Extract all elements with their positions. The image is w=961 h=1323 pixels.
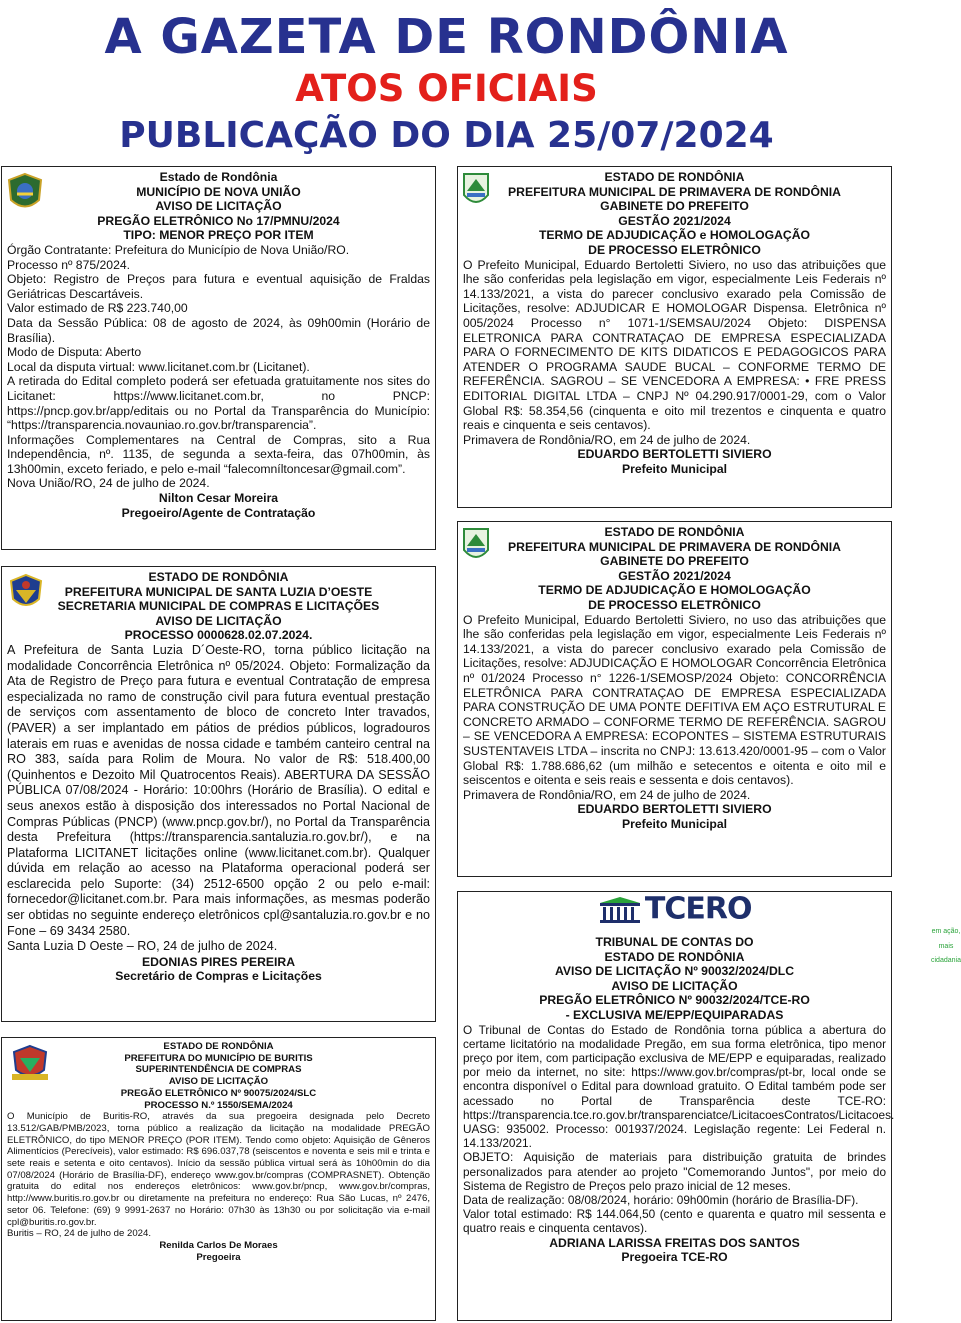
header-line: DE PROCESSO ELETRÔNICO [588,242,761,257]
notice-santa-luzia [1,566,436,1022]
paragraph: Modo de Disputa: Aberto [7,345,142,360]
primavera-crest-icon [461,526,491,566]
header-line: TRIBUNAL DE CONTAS DO [595,935,754,949]
signatory-name: ADRIANA LARISSA FREITAS DOS SANTOS [549,1235,800,1250]
header-line: ESTADO DE RONDÔNIA [163,1041,274,1052]
signatory-name: EDONIAS PIRES PEREIRA [141,954,296,969]
header-line: GABINETE DO PREFEITO [600,554,749,569]
santa-luzia-crest-icon [7,572,45,612]
notice-body [463,258,886,448]
paragraph: Órgão Contratante: Prefeitura do Município de Nova União/RO. [7,242,350,257]
header-line: PROCESSO 0000628.02.07.2024. [124,628,313,643]
header-line: AVISO DE LICITAÇÃO [168,1076,269,1088]
primavera-crest-icon [461,171,491,211]
paragraph: A Prefeitura de Santa Luzia D´Oeste-RO, torna público licitação na modalidade Concorrência Eletrônica nº 05/2024. Objeto: Formalização da Ata de Registro de Preço para futura e eventual Contratação de empresa especializada no ramo de construção civil para futura eventual prestação de serviços com assentamento de bloco de concreto Inter travados, (PAVER) a ser implantado em pátios de prédios públicos, logradouros laterais em ruas e avenidas de nossa cidade e também canteiro central na RO 383, saída para Rolim de Moura. No valor de R$: 518.400,00 (Quinhentos e Dezoito Mil Quatrocentos Reais). ABERTURA DA SESSÃO PÚBLICA 07/08/2024 - Horário: 10:00hrs (Horário de Brasília). O edital e seus anexos estão à disposição dos interessados no Portal Nacional de Compras Públicas (PNCP) (www.pncp.gov.br/), no Portal da Transparência desta Prefeitura (https://transparencia.santaluzia.ro.gov.br/), e na Plataforma LICITANET licitações online (www.licitanet.com.br). Qualquer dúvida em relação ao acesso na Plataforma operacional poderá ser esclarecida pelo Suporte: (34) 2512-6500 opção 2 ou pelo e-mail: fornecedor@licitanet.com.br. Para mais informações, as mesmas poderão ser obtidas no seguinte endereço eletrônicos cpl@santaluzia.ro.gov.br e no Fone – 69 3434 2580. [7,642,430,938]
notice-tce-ro [457,891,961,1321]
header-line: - EXCLUSIVA ME/EPP/EQUIPARADAS [565,1007,784,1022]
paragraph: O Município de Buritis-RO, através da sua pregoeira designada pelo Decreto 13.512/GAB/PMB/2023, torna público a realização da licitação na modalidade PREGÃO ELETRÔNICO, do tipo MENOR PREÇO (POR ITEM). Tendo como objeto: Aquisição de Gêneros Alimentícios (Perecíveis), valor estimado: R$ 696.037,78 (seiscentos e noventa e seis mil e trinta e sete reais e setenta e oito centavos). Início da sessão pública virtual será às 10h00min do dia 07/08/2024 (Horário de Brasília-DF), endereço www.gov.br/compras (COMPRASNET). Obtenção gratuita do edital nos endereços eletrônicos: www.gov.br/pncp, www.gov.br/compras, http://www.buritis.ro.gov.br ou diretamente na prefeitura no endereço: Rua São Lucas, nº 2476, setor 06. Telefone: (69) 9 9991-2637 no Horário: 07h30 às 13h30 ou por solicitação via e-mail cpl@buritis.ro.gov.br. [7,1111,430,1228]
signatory-role: Secretário de Compras e Licitações [115,969,322,984]
newspaper-title: A GAZETA DE RONDÔNIA [104,9,789,65]
header-line: MUNICÍPIO DE NOVA UNIÃO [136,184,301,199]
header-line: GESTÃO 2021/2024 [618,568,731,583]
paragraph: Valor estimado de R$ 223.740,00 [7,301,188,316]
paragraph: Local da disputa virtual: www.licitanet.com.br (Licitanet). [7,359,310,374]
header-line: GESTÃO 2021/2024 [618,213,731,228]
paragraph: Informações Complementares na Central de Compras, sito a Rua Independência, nº. 1135, de segunda a sexta-feira, das 07h00min, às 13h00min, exceto feriado, e pelo e-mail “falecomníltoncesar@gmail.com”. [7,432,430,476]
paragraph: Buritis – RO, 24 de julho de 2024. [7,1228,151,1240]
notice-primavera-dispensa [457,166,892,508]
paragraph: O Tribunal de Contas do Estado de Rondônia torna pública a abertura do certame licitatório na modalidade Pregão, em sua forma eletrônica, tipo menor preço por item, com participação exclusiva de ME/EPP e equiparadas, realizado por meio da internet, no site: https://www.gov.br/compras/pt-br, local onde se encontra disponível o Edital para download gratuito. O Edital também pode ser acessado no Portal de Transparência deste TCE-RO: https://transparencia.tce.ro.gov.br/transparenciatce/LicitacoesContratos/Licitacoes. [463,1022,895,1122]
header-line: TERMO DE ADJUDICAÇÃO e HOMOLOGAÇÃO [538,228,811,243]
header-line: Estado de Rondônia [159,170,278,184]
nova-uniao-crest-icon [6,172,44,214]
buritis-crest-icon [8,1044,52,1084]
header-line: AVISO DE LICITAÇÃO Nº 90032/2024/DLC [554,964,794,979]
signatory-role: Pregoeira [196,1251,241,1263]
paragraph: O Prefeito Municipal, Eduardo Bertoletti Siviero, no uso das atribuições que lhe são conferidas pela legislação em vigor, especialmente Leis Federais nº 14.133/2021, a vista do parecer conclusivo exarado pela Comissão de Licitações, resolve: ADJUDICAR E HOMOLOGAR Dispensa. Eletrônica nº 005/2024 Processo n° 1071-1/SEMSAU/2024 Objeto: DISPENSA ELETRONICA PARA CONTRATAÇAO DE EMPRESA ESPECIALIZADA PARA O FORNECIMENTO DE KITS DIDATICOS E PEDAGOGICOS PARA ATENDER O PROGRAMA SAUDE BUCAL – CONFORME TERMO DE REFERÊNCIA. SAGROU – SE VENCEDORA A EMPRESA: • FRE PRESS EDITORIAL DIGITAL LTDA – CNPJ Nº 04.290.917/0001-29, com o Valor Global R$: 58.354,56 (cinquenta e oito mil trezentos e cinquenta e quatro reais e cinquenta e seis centavos). [463,257,886,433]
notice-primavera-concorrencia [457,521,892,877]
header-line: PREFEITURA MUNICIPAL DE PRIMAVERA DE RONDÔNIA [508,539,841,554]
paragraph: Nova União/RO, 24 de julho de 2024. [7,476,210,491]
header-line: PREGÃO ELETRÔNICO Nº 90075/2024/SLC [120,1087,317,1099]
paragraph: O Prefeito Municipal, Eduardo Bertoletti Siviero, no uso das atribuições que lhe são conferidas pela legislação em vigor, especialmente Leis Federais nº 14.133/2021, a vista do parecer conclusivo exarado pela Comissão de Licitações, resolve: ADJUDICAÇÃO E HOMOLOGAR Concorrência Eletrônica nº 01/2024 Processo n° 1226-1/SEMOSP/2024 Objeto: CONCORRÊNCIA ELETRÔNICA PARA CONTRATAÇAO DE EMPRESA ESPECIALIZADA PARA CONSTRUÇÃO DE UMA PONTE DEFITIVA EM AÇO ESTRUTURAL E CONCRETO ARMADO – CONFORME TERMO DE REFERÊNCIA. SAGROU – SE VENCEDORA A EMPRESA: ECOPONTES – SISTEMA ESTRUTURAIS SUSTENTAVEIS LTDA – inscrita no CNPJ: 13.613.420/0001-95 – com o Valor Global R$: 1.788.686,62 (um milhão e setecentos e oitenta e oito mil e seiscentos e oitenta e seis reais e sessenta e dois centavos). [463,612,886,788]
paragraph: Processo nº 875/2024. [7,257,131,272]
paragraph: Primavera de Rondônia/RO, em 24 de julho de 2024. [463,787,751,802]
notice-body [463,1022,895,1236]
header-line: AVISO DE LICITAÇÃO [155,613,282,628]
header-line: PREGÃO ELETRÔNICO Nº 90032/2024/TCE-RO [539,993,810,1008]
header-line: GABINETE DO PREFEITO [600,199,749,214]
header-line: ESTADO DE RONDÔNIA [604,170,745,184]
paragraph: OBJETO: Aquisição de materiais para distribuição gratuita de brindes personalizados para atender ao projeto "Comemorando Juntos", por meio do Sistema de Registro de Preços pelo prazo inicial de 12 meses. [463,1150,886,1193]
header-line: PROCESSO N.º 1550/SEMA/2024 [144,1099,293,1111]
paragraph: A retirada do Edital completo poderá ser efetuada gratuitamente nos sites do Licitanet: https://www.licitanet.com.br, no PNCP: https://pncp.gov.br/app/editais ou no Portal da Transparência do Município: “https://transparencia.novauniao.ro.gov.br/transparencia”. [7,374,430,433]
notice-body [7,643,430,955]
section-title: ATOS OFICIAIS [295,67,598,110]
header-line: SECRETARIA MUNICIPAL DE COMPRAS E LICITAÇÕES [57,599,380,614]
notice-nova-uniao [1,166,436,550]
header-line: DE PROCESSO ELETRÔNICO [588,597,761,612]
signatory-role: Prefeito Municipal [622,816,727,831]
notice-buritis [1,1037,436,1321]
paragraph: Valor total estimado: R$ 144.064,50 (cento e quarenta e quatro mil sessenta e quatro reais e cinquenta centavos). [463,1207,886,1236]
paragraph: UASG: 935002. Processo: 001937/2024. Legislação regente: Lei Federal n. 14.133/2021. [463,1121,886,1151]
signatory-name: EDUARDO BERTOLETTI SIVIERO [577,802,772,817]
notice-body [7,1111,430,1240]
paragraph: Primavera de Rondônia/RO, em 24 de julho de 2024. [463,432,751,447]
header-line: ESTADO DE RONDÔNIA [604,949,745,964]
header-line: TERMO DE ADJUDICAÇÃO E HOMOLOGAÇÃO [538,583,811,598]
signatory-role: Pregoeiro/Agente de Contratação [121,505,316,520]
signatory-name: Nilton Cesar Moreira [158,491,279,506]
paragraph: Data da Sessão Pública: 08 de agosto de 2024, às 09h00min (Horário de Brasília). [7,315,430,345]
paragraph: Santa Luzia D Oeste – RO, 24 de julho de 2024. [7,939,278,954]
header-line: PREGÃO ELETRÔNICO No 17/PMNU/2024 [97,213,340,228]
header-line: PREFEITURA MUNICIPAL DE PRIMAVERA DE RONDÔNIA [508,184,841,199]
tce-logo-text: TCERO [644,891,752,927]
signatory-role: Prefeito Municipal [622,461,727,476]
signatory-name: Renilda Carlos De Moraes [159,1239,278,1251]
header-line: TIPO: MENOR PREÇO POR ITEM [123,228,314,243]
header-line: AVISO DE LICITAÇÃO [155,199,282,214]
building-icon [598,897,642,923]
paragraph: Objeto: Registro de Preços para futura e eventual aquisição de Fraldas Geriátricas Descartáveis. [7,272,430,301]
notice-body [463,613,886,803]
header-line: SUPERINTENDÊNCIA DE COMPRAS [135,1064,302,1076]
publication-date: PUBLICAÇÃO DO DIA 25/07/2024 [119,115,774,156]
paragraph: Data de realização: 08/08/2024, horário: 09h00min (horário de Brasília-DF). [463,1193,859,1207]
signatory-role: Pregoeira TCE-RO [621,1250,728,1265]
header-line: ESTADO DE RONDÔNIA [604,525,745,539]
header-line: PREFEITURA MUNICIPAL DE SANTA LUZIA D’OESTE [64,584,373,599]
notice-body [7,243,430,491]
header-line: PREFEITURA DO MUNICÍPIO DE BURITIS [124,1052,313,1064]
signatory-name: EDUARDO BERTOLETTI SIVIERO [577,447,772,462]
header-line: ESTADO DE RONDÔNIA [148,570,289,584]
header-line: AVISO DE LICITAÇÃO [611,978,738,993]
tce-logo-tagline: em ação, mais cidadania [931,928,961,965]
